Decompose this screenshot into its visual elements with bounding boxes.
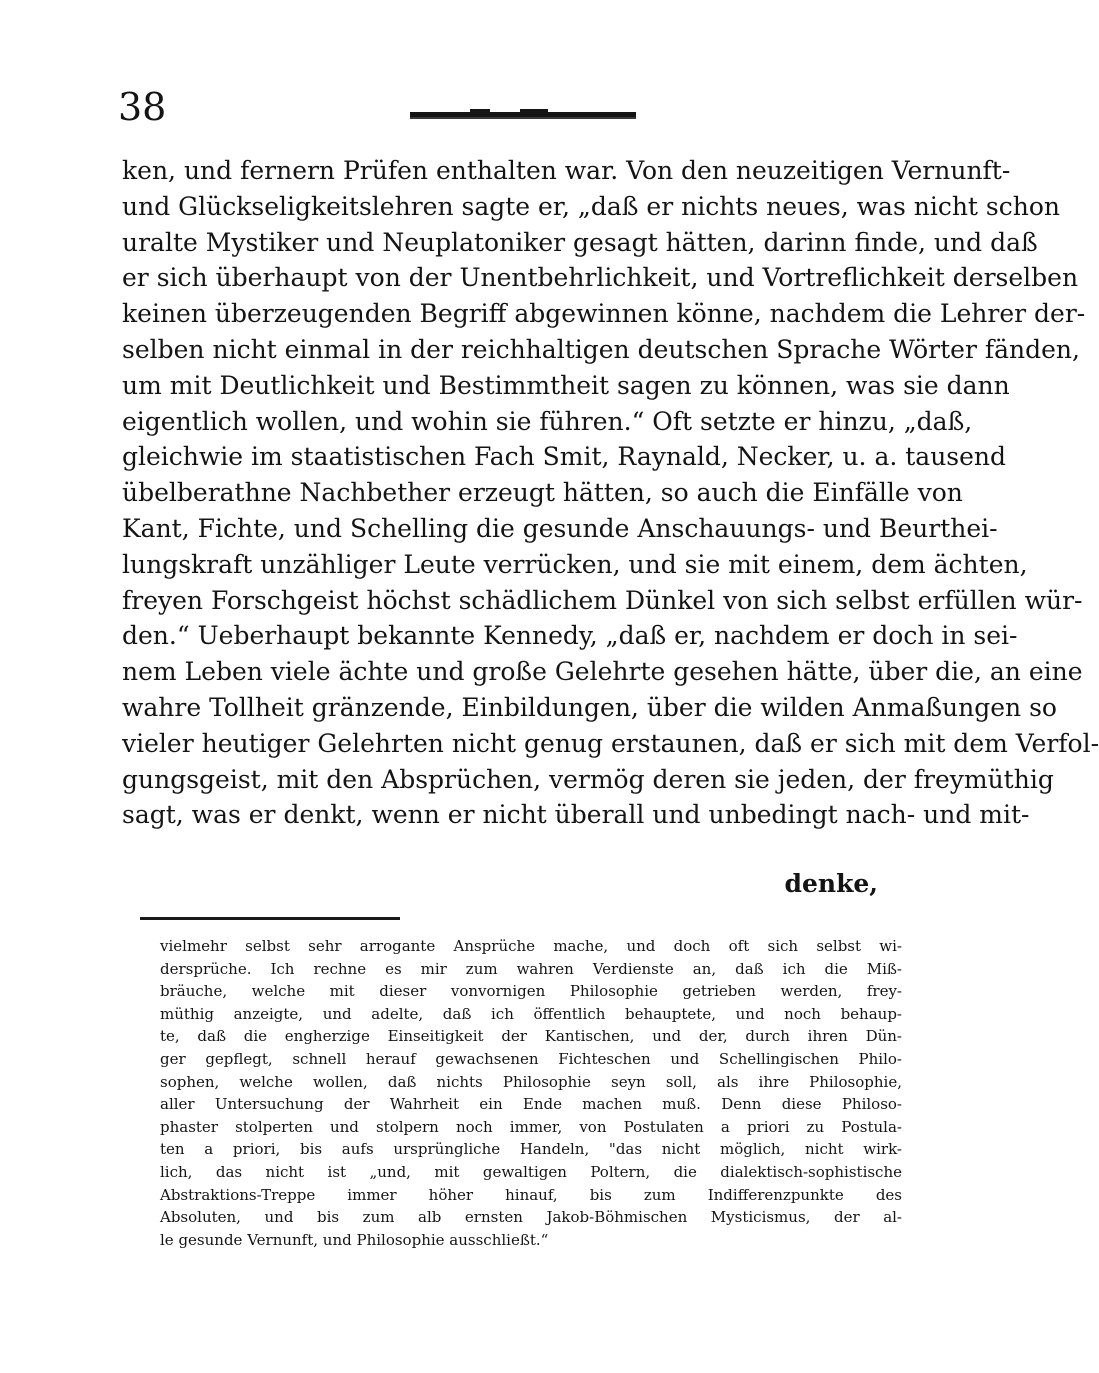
- text-line: und Glückseligkeitslehren sagte er, „daß er nichts neues, was nicht schon: [122, 191, 1061, 221]
- footnote-line: dersprüche. Ich rechne es mir zum wahren Verdienste an, daß ich die Miß-: [160, 959, 902, 978]
- footnote-line: Absoluten, und bis zum alb ernsten Jakob-Böhmischen Mysticismus, der al-: [160, 1208, 902, 1227]
- footnote-line: lich, das nicht ist „und, mit gewaltigen Poltern, die dialektisch-sophistische: [160, 1162, 902, 1181]
- footnote-line: ger gepflegt, schnell herauf gewachsenen Fichteschen und Schellingischen Philo-: [160, 1049, 902, 1068]
- footnote-line: müthig anzeigte, und adelte, daß ich öffentlich behauptete, und noch behaup-: [160, 1004, 902, 1023]
- text-line: Kant, Fichte, und Schelling die gesunde Anschauungs- und Beurthei-: [122, 513, 998, 543]
- text-line: uralte Mystiker und Neuplatoniker gesagt hätten, darinn finde, und daß: [122, 227, 1038, 257]
- text-line: um mit Deutlichkeit und Bestimmtheit sagen zu können, was sie dann: [122, 370, 1010, 400]
- text-line: eigentlich wollen, und wohin sie führen.“ Oft setzte er hinzu, „daß,: [122, 406, 973, 436]
- footnote-separator-rule: [140, 917, 400, 920]
- text-line: nem Leben viele ächte und große Gelehrte gesehen hätte, über die, an eine: [122, 657, 1083, 687]
- text-line: den.“ Ueberhaupt bekannte Kennedy, „daß er, nachdem er doch in sei-: [122, 621, 1018, 651]
- text-line: ken, und fernern Prüfen enthalten war. Von den neuzeitigen Vernunft-: [122, 156, 1011, 185]
- text-line: gleichwie im staatistischen Fach Smit, Raynald, Necker, u. a. tausend: [122, 442, 1007, 472]
- page-number: 38: [118, 85, 167, 129]
- footnote-line: le gesunde Vernunft, und Philosophie ausschließt.“: [160, 1230, 549, 1249]
- footnote-line: bräuche, welche mit dieser vonvornigen Philosophie getrieben werden, frey-: [160, 982, 902, 1001]
- footnote-line: Abstraktions-Treppe immer höher hinauf, bis zum Indifferenzpunkte des: [160, 1185, 902, 1204]
- text-line: lungskraft unzähliger Leute verrücken, und sie mit einem, dem ächten,: [122, 549, 1028, 579]
- catchword: denke,: [784, 869, 878, 898]
- footnote-line: vielmehr selbst sehr arrogante Ansprüche mache, und doch oft sich selbst wi-: [160, 937, 902, 955]
- text-line: er sich überhaupt von der Unentbehrlichkeit, und Vortreflichkeit derselben: [122, 263, 1079, 293]
- footnote-line: sophen, welche wollen, daß nichts Philosophie seyn soll, als ihre Philosophie,: [160, 1072, 902, 1091]
- text-line: übelberathne Nachbether erzeugt hätten, so auch die Einfälle von: [122, 478, 963, 508]
- footnote-line: te, daß die engherzige Einseitigkeit der Kantischen, und der, durch ihren Dün-: [160, 1027, 902, 1046]
- main-text-body: [122, 153, 1099, 833]
- footnote-line: ten a priori, bis aufs ursprüngliche Handeln, "das nicht möglich, nicht wirk-: [160, 1140, 902, 1159]
- footnote-body: [160, 935, 902, 1251]
- header-ornament-rule: [410, 108, 636, 122]
- text-line: wahre Tollheit gränzende, Einbildungen, über die wilden Anmaßungen so: [122, 692, 1057, 722]
- text-line: gungsgeist, mit den Absprüchen, vermög deren sie jeden, der freymüthig: [122, 764, 1054, 794]
- text-line: vieler heutiger Gelehrten nicht genug erstaunen, daß er sich mit dem Verfol-: [122, 728, 1099, 758]
- footnote-line: aller Untersuchung der Wahrheit ein Ende machen muß. Denn diese Philoso-: [160, 1095, 902, 1114]
- text-line: selben nicht einmal in der reichhaltigen deutschen Sprache Wörter fänden,: [122, 334, 1080, 364]
- text-line: keinen überzeugenden Begriff abgewinnen könne, nachdem die Lehrer der-: [122, 299, 1086, 329]
- text-line: freyen Forschgeist höchst schädlichem Dünkel von sich selbst erfüllen wür-: [122, 585, 1083, 615]
- footnote-line: phaster stolperten und stolpern noch immer, von Postulaten a priori zu Postula-: [160, 1117, 902, 1136]
- text-line: sagt, was er denkt, wenn er nicht überall und unbedingt nach- und mit-: [122, 800, 1030, 830]
